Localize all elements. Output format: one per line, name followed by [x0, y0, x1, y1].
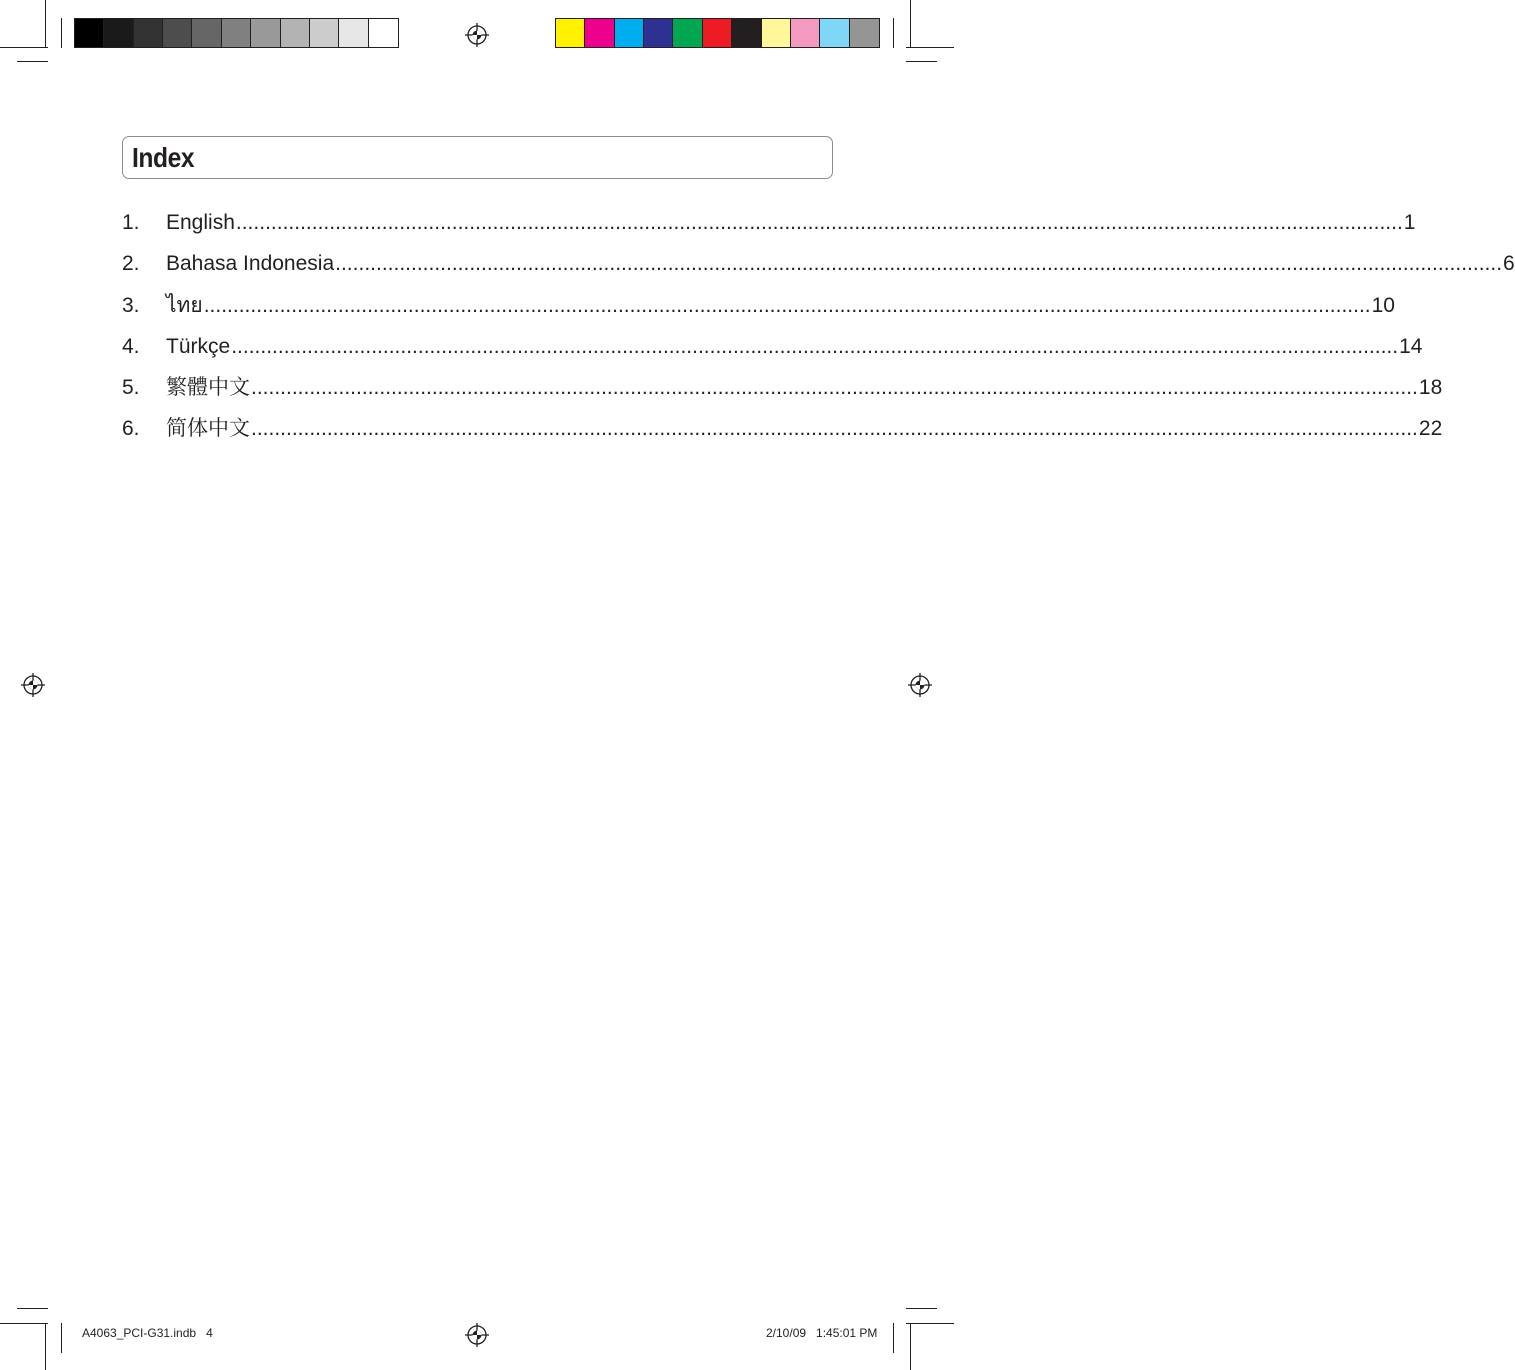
title-box: [122, 136, 833, 179]
toc-entry-page: 18: [1418, 376, 1443, 399]
toc-entry-label: English: [166, 211, 235, 234]
toc-entry-label: 简体中文: [166, 417, 250, 440]
dot-leader: ........................................................................................................................................................................................................: [231, 335, 1399, 358]
color-swatch: [820, 19, 849, 47]
color-swatch: [104, 19, 133, 47]
crop-mark: [61, 1323, 62, 1353]
color-swatch: [762, 19, 791, 47]
crop-mark: [0, 47, 48, 48]
color-swatch: [615, 19, 644, 47]
page-title: Index: [132, 142, 195, 173]
crop-mark: [17, 61, 48, 62]
crop-mark: [17, 1308, 48, 1309]
crop-mark: [906, 47, 954, 48]
color-swatch: [791, 19, 820, 47]
crop-mark: [61, 18, 62, 48]
crop-mark: [893, 1323, 894, 1353]
color-swatch: [556, 19, 585, 47]
footer-datetime: 2/10/09 1:45:01 PM: [766, 1326, 878, 1340]
registration-mark-icon: [908, 673, 932, 697]
crop-mark: [45, 1323, 46, 1370]
toc-entry-number: 3.: [122, 294, 140, 317]
dot-leader: ........................................................................................................................................................................................................: [335, 252, 1503, 275]
crop-mark: [0, 1323, 48, 1324]
registration-mark-icon: [21, 673, 45, 697]
color-swatch: [222, 19, 251, 47]
toc-entry[interactable]: [122, 415, 1443, 443]
toc-entry-label: Türkçe: [166, 335, 231, 358]
toc-entry-number: 5.: [122, 376, 140, 399]
toc-entry-page: 1: [1403, 211, 1416, 234]
footer-file-info: A4063_PCI-G31.indb 4: [82, 1326, 213, 1340]
toc-entry-label: Bahasa Indonesia: [166, 252, 335, 275]
dot-leader: ........................................................................................................................................................................................................: [251, 376, 1418, 399]
color-swatch: [251, 19, 280, 47]
color-swatch: [310, 19, 339, 47]
process-color-bar: [555, 18, 880, 48]
toc-entry-number: 2.: [122, 252, 140, 275]
toc-entry-page: 22: [1418, 417, 1443, 440]
color-swatch: [732, 19, 761, 47]
crop-mark: [906, 61, 937, 62]
toc-entry-page: 10: [1371, 294, 1395, 317]
color-swatch: [673, 19, 702, 47]
color-swatch: [369, 19, 398, 47]
toc-entry-page: 6: [1503, 252, 1515, 275]
dot-leader: ........................................................................................................................................................................................................: [251, 417, 1418, 440]
toc-entry[interactable]: [122, 333, 1423, 361]
toc-entry-number: 4.: [122, 335, 140, 358]
toc-entry[interactable]: [122, 250, 1515, 278]
color-swatch: [281, 19, 310, 47]
toc-entry-number: 6.: [122, 417, 140, 440]
crop-mark: [906, 1323, 954, 1324]
color-swatch: [192, 19, 221, 47]
toc-entry[interactable]: [122, 374, 1443, 402]
toc-entry-label: 繁體中文: [166, 376, 250, 399]
color-swatch: [644, 19, 673, 47]
color-swatch: [75, 19, 104, 47]
toc-entry[interactable]: [122, 209, 1416, 237]
dot-leader: ........................................................................................................................................................................................................: [235, 211, 1403, 234]
crop-mark: [910, 1323, 911, 1370]
color-swatch: [585, 19, 614, 47]
toc-entry-label: ไทย: [166, 294, 203, 317]
toc-entry-page: 14: [1399, 335, 1423, 358]
color-swatch: [134, 19, 163, 47]
crop-mark: [45, 0, 46, 48]
crop-mark: [910, 0, 911, 48]
grayscale-color-bar: [74, 18, 399, 48]
crop-mark: [906, 1308, 937, 1309]
crop-mark: [893, 18, 894, 48]
toc-entry-number: 1.: [122, 211, 140, 234]
color-swatch: [163, 19, 192, 47]
color-swatch: [703, 19, 732, 47]
registration-mark-icon: [465, 1323, 489, 1347]
toc-entry[interactable]: [122, 292, 1395, 320]
color-swatch: [339, 19, 368, 47]
registration-mark-icon: [465, 23, 489, 47]
color-swatch: [850, 19, 879, 47]
dot-leader: ........................................................................................................................................................................................................: [203, 294, 1371, 317]
